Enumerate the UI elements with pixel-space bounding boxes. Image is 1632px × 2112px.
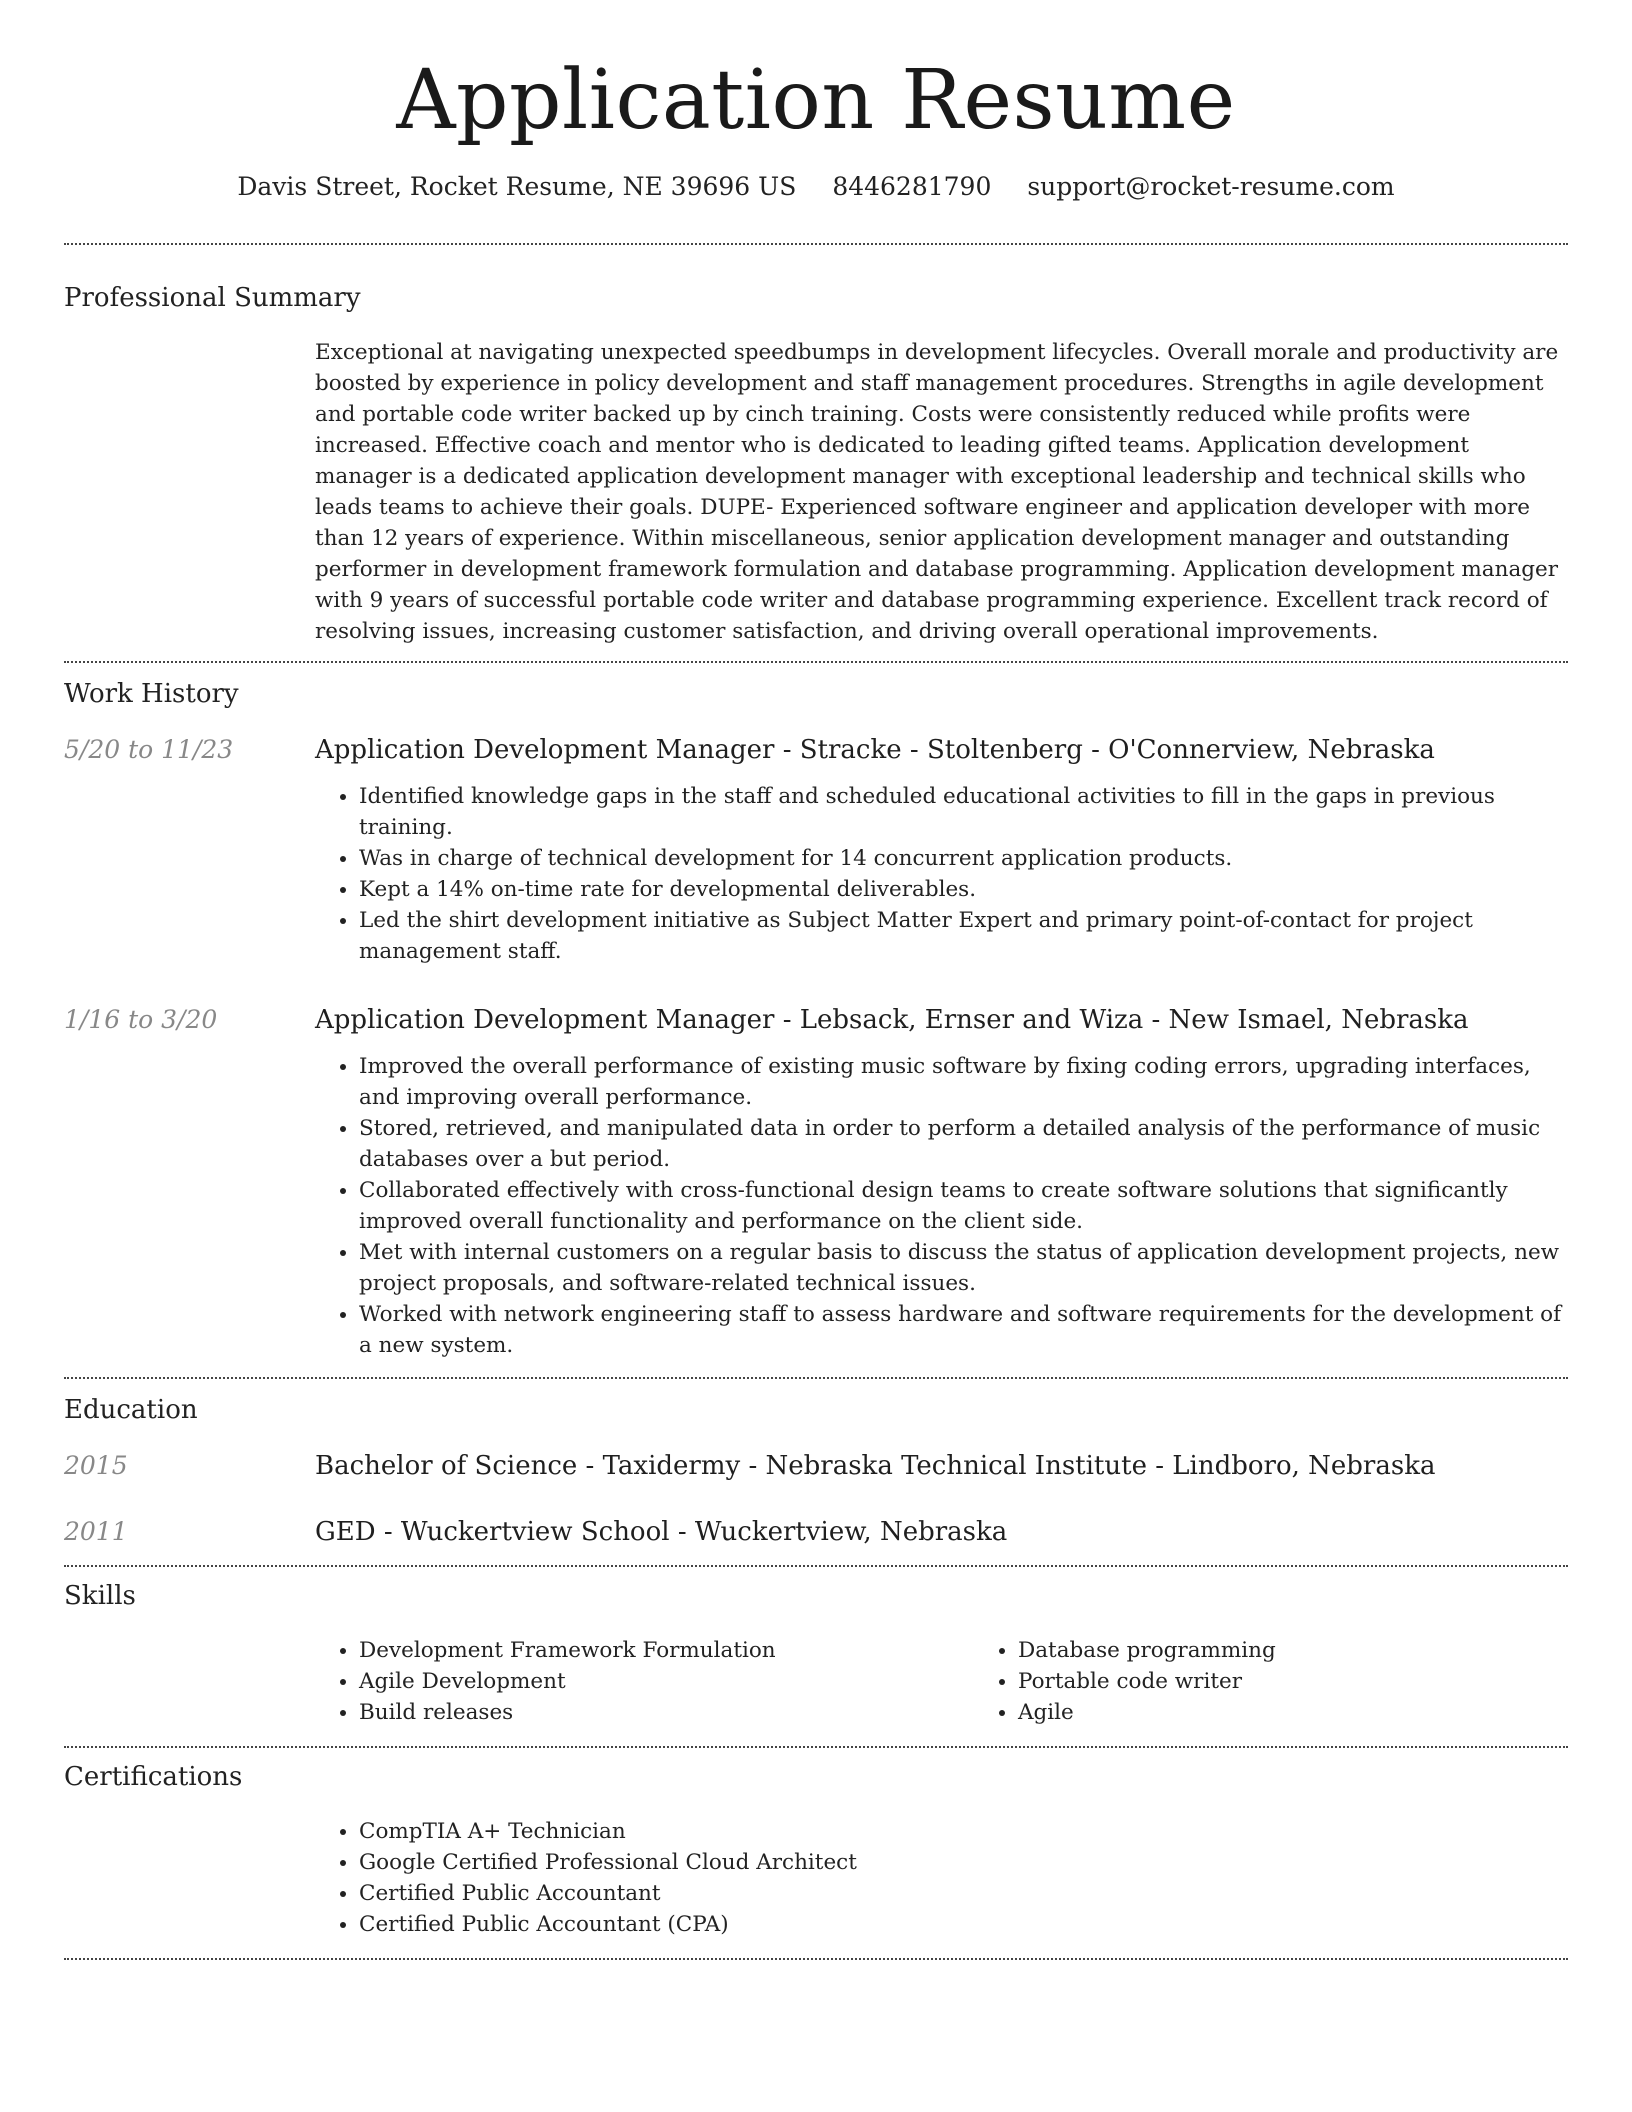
job-bullet: • Led the shirt development initiative as Subject Matter Expert and primary point-of-contact for project management staff.: [359, 905, 1568, 967]
certifications-title: Certifications: [64, 1762, 243, 1793]
education-degree: GED - Wuckertview School - Wuckertview, Nebraska: [315, 1517, 1008, 1548]
job-title: Application Development Manager - Lebsack, Ernser and Wiza - New Ismael, Nebraska: [315, 1005, 1469, 1036]
education-year: 2015: [64, 1451, 128, 1481]
job-bullet: • Stored, retrieved, and manipulated data in order to perform a detailed analysis of the performance of music databases over a but period.: [359, 1113, 1568, 1175]
job-bullets: [315, 781, 1568, 967]
skill-item: • Agile: [1018, 1697, 1632, 1728]
contact-address: Davis Street, Rocket Resume, NE 39696 US: [237, 172, 797, 202]
certifications-list: [315, 1816, 1568, 1940]
contact-phone: 8446281790: [832, 172, 992, 202]
job-bullet: • Was in charge of technical development for 14 concurrent application products.: [359, 843, 1568, 874]
resume-header: [0, 0, 1632, 201]
job-bullet: • Met with internal customers on a regular basis to discuss the status of application development projects, new project proposals, and software-related technical issues.: [359, 1237, 1568, 1299]
job-dates: 1/16 to 3/20: [64, 1005, 218, 1035]
job-dates: 5/20 to 11/23: [64, 735, 234, 765]
skills-section: [64, 1565, 1568, 1728]
job-bullet: • Collaborated effectively with cross-functional design teams to create software solutions that significantly improved overall functionality and performance on the client side.: [359, 1175, 1568, 1237]
certifications-section: [64, 1746, 1568, 1940]
job-bullet: • Improved the overall performance of existing music software by fixing coding errors, upgrading interfaces, and improving overall performance.: [359, 1051, 1568, 1113]
job-entry: [64, 1005, 1568, 1361]
certification-item: • Certified Public Accountant (CPA): [359, 1909, 1568, 1940]
summary-section: [64, 245, 1568, 647]
certification-item: • Google Certified Professional Cloud Architect: [359, 1847, 1568, 1878]
certification-item: • Certified Public Accountant: [359, 1878, 1568, 1909]
education-section: [64, 1377, 1568, 1547]
job-bullet: • Kept a 14% on-time rate for developmental deliverables.: [359, 874, 1568, 905]
skill-item: • Development Framework Formulation: [359, 1635, 974, 1666]
education-degree: Bachelor of Science - Taxidermy - Nebraska Technical Institute - Lindboro, Nebraska: [315, 1451, 1436, 1482]
education-year: 2011: [64, 1517, 128, 1547]
job-entry: [64, 735, 1568, 967]
summary-text: Exceptional at navigating unexpected speedbumps in development lifecycles. Overall morale and productivity are boosted by experience in policy development and staff management procedures. Strengths in agile development and portable code writer backed up by cinch training. Costs were consistently reduced while profits were increased. Effective coach and mentor who is dedicated to leading gifted teams. Application development manager is a dedicated application development manager with exceptional leadership and technical skills who leads teams to achieve their goals. DUPE- Experienced software engineer and application developer with more than 12 years of experience. Within miscellaneous, senior application development manager and outstanding performer in development framework formulation and database programming. Application development manager with 9 years of successful portable code writer and database programming experience. Excellent track record of resolving issues, increasing customer satisfaction, and driving overall operational improvements.: [315, 340, 1559, 645]
work-history-section: [64, 661, 1568, 1361]
skill-item: • Build releases: [359, 1697, 974, 1728]
footer-divider: [64, 1958, 1568, 1960]
skills-list-left: [315, 1635, 974, 1728]
skill-item: • Agile Development: [359, 1666, 974, 1697]
skill-item: • Database programming: [1018, 1635, 1632, 1666]
contact-line: [0, 172, 1632, 201]
contact-email: support@rocket-resume.com: [1027, 172, 1395, 202]
skills-title: Skills: [64, 1581, 136, 1612]
certification-item: • CompTIA A+ Technician: [359, 1816, 1568, 1847]
education-entry: [64, 1451, 1568, 1481]
education-entry: [64, 1517, 1568, 1547]
job-bullet: • Worked with network engineering staff to assess hardware and software requirements for the development of a new system.: [359, 1299, 1568, 1361]
job-bullet: • Identified knowledge gaps in the staff and scheduled educational activities to fill in the gaps in previous training.: [359, 781, 1568, 843]
resume-name: Application Resume: [396, 53, 1236, 148]
skill-item: • Portable code writer: [1018, 1666, 1632, 1697]
education-title: Education: [64, 1395, 198, 1426]
job-title: Application Development Manager - Stracke - Stoltenberg - O'Connerview, Nebraska: [315, 735, 1435, 766]
summary-title: Professional Summary: [64, 283, 361, 314]
work-history-title: Work History: [64, 679, 239, 710]
skills-list-right: [974, 1635, 1632, 1728]
job-bullets: [315, 1051, 1568, 1361]
